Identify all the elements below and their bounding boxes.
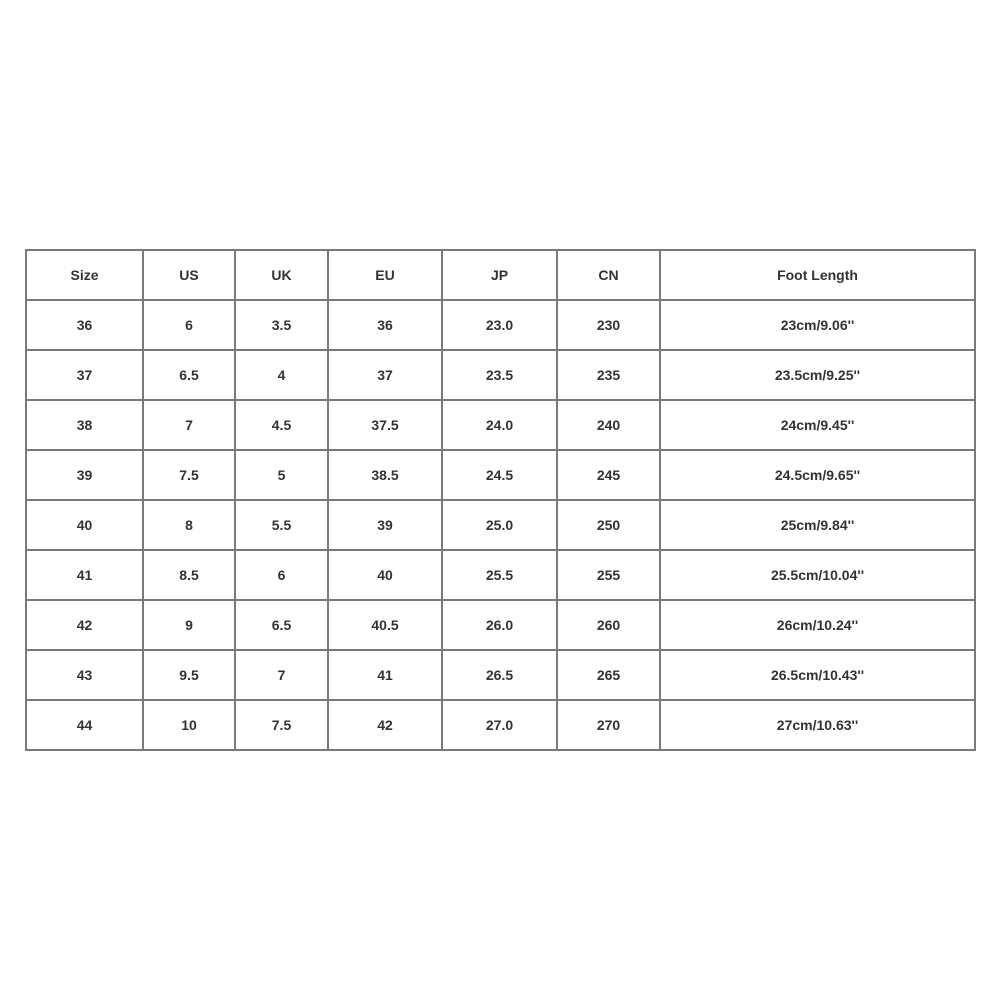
cell-jp: 25.5 xyxy=(442,550,557,600)
size-chart-container xyxy=(25,249,974,750)
table-row xyxy=(26,500,975,550)
cell-eu: 38.5 xyxy=(328,450,442,500)
cell-eu: 42 xyxy=(328,700,442,750)
cell-cn: 260 xyxy=(557,600,660,650)
cell-foot-length: 23cm/9.06'' xyxy=(660,300,975,350)
cell-uk: 6.5 xyxy=(235,600,328,650)
cell-foot-length: 27cm/10.63'' xyxy=(660,700,975,750)
cell-us: 10 xyxy=(143,700,235,750)
cell-uk: 6 xyxy=(235,550,328,600)
cell-jp: 27.0 xyxy=(442,700,557,750)
cell-us: 9.5 xyxy=(143,650,235,700)
cell-size: 40 xyxy=(26,500,143,550)
cell-cn: 230 xyxy=(557,300,660,350)
cell-foot-length: 25.5cm/10.04'' xyxy=(660,550,975,600)
cell-jp: 25.0 xyxy=(442,500,557,550)
cell-size: 39 xyxy=(26,450,143,500)
cell-size: 42 xyxy=(26,600,143,650)
cell-eu: 37.5 xyxy=(328,400,442,450)
cell-uk: 5.5 xyxy=(235,500,328,550)
cell-us: 7 xyxy=(143,400,235,450)
cell-uk: 7.5 xyxy=(235,700,328,750)
cell-size: 44 xyxy=(26,700,143,750)
cell-jp: 23.0 xyxy=(442,300,557,350)
header-us: US xyxy=(143,250,235,300)
cell-foot-length: 24.5cm/9.65'' xyxy=(660,450,975,500)
table-row xyxy=(26,300,975,350)
header-size: Size xyxy=(26,250,143,300)
cell-eu: 40.5 xyxy=(328,600,442,650)
cell-foot-length: 24cm/9.45'' xyxy=(660,400,975,450)
cell-us: 6.5 xyxy=(143,350,235,400)
header-foot-length: Foot Length xyxy=(660,250,975,300)
cell-size: 37 xyxy=(26,350,143,400)
cell-eu: 41 xyxy=(328,650,442,700)
table-row xyxy=(26,600,975,650)
table-row xyxy=(26,400,975,450)
cell-cn: 235 xyxy=(557,350,660,400)
cell-us: 8 xyxy=(143,500,235,550)
cell-uk: 7 xyxy=(235,650,328,700)
cell-eu: 36 xyxy=(328,300,442,350)
header-cn: CN xyxy=(557,250,660,300)
cell-jp: 24.5 xyxy=(442,450,557,500)
table-row xyxy=(26,650,975,700)
cell-foot-length: 26.5cm/10.43'' xyxy=(660,650,975,700)
cell-size: 36 xyxy=(26,300,143,350)
header-eu: EU xyxy=(328,250,442,300)
cell-uk: 3.5 xyxy=(235,300,328,350)
cell-foot-length: 25cm/9.84'' xyxy=(660,500,975,550)
cell-jp: 26.5 xyxy=(442,650,557,700)
cell-jp: 26.0 xyxy=(442,600,557,650)
cell-jp: 23.5 xyxy=(442,350,557,400)
cell-foot-length: 26cm/10.24'' xyxy=(660,600,975,650)
cell-uk: 5 xyxy=(235,450,328,500)
cell-cn: 240 xyxy=(557,400,660,450)
cell-cn: 250 xyxy=(557,500,660,550)
cell-uk: 4 xyxy=(235,350,328,400)
size-chart-table xyxy=(25,249,976,751)
cell-cn: 255 xyxy=(557,550,660,600)
header-uk: UK xyxy=(235,250,328,300)
table-row xyxy=(26,550,975,600)
cell-size: 43 xyxy=(26,650,143,700)
cell-us: 7.5 xyxy=(143,450,235,500)
cell-uk: 4.5 xyxy=(235,400,328,450)
cell-jp: 24.0 xyxy=(442,400,557,450)
cell-cn: 270 xyxy=(557,700,660,750)
cell-eu: 40 xyxy=(328,550,442,600)
cell-cn: 265 xyxy=(557,650,660,700)
table-row xyxy=(26,350,975,400)
header-jp: JP xyxy=(442,250,557,300)
cell-cn: 245 xyxy=(557,450,660,500)
cell-eu: 37 xyxy=(328,350,442,400)
cell-foot-length: 23.5cm/9.25'' xyxy=(660,350,975,400)
cell-size: 38 xyxy=(26,400,143,450)
cell-us: 6 xyxy=(143,300,235,350)
cell-size: 41 xyxy=(26,550,143,600)
table-row xyxy=(26,450,975,500)
cell-us: 9 xyxy=(143,600,235,650)
header-row xyxy=(26,250,975,300)
table-row xyxy=(26,700,975,750)
cell-eu: 39 xyxy=(328,500,442,550)
cell-us: 8.5 xyxy=(143,550,235,600)
